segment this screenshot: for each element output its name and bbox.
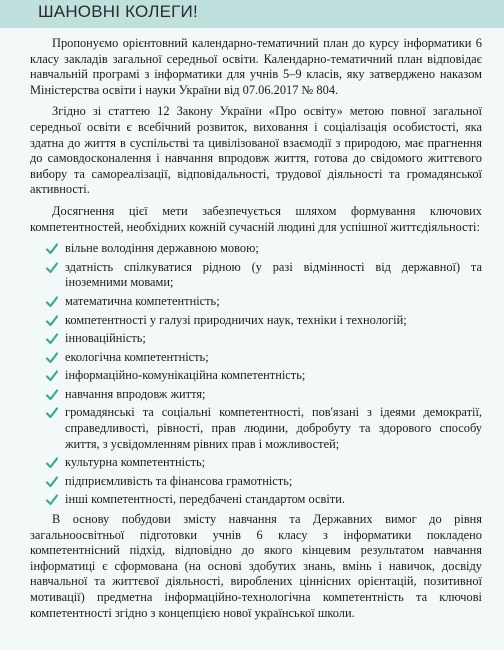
- competences-intro-paragraph: Досягнення цієї мети забезпечується шляхом формування ключових компетентностей, необхідних кожній сучасній людині для успішної життєдіяльності:: [30, 203, 482, 234]
- list-item-text: екологічна компетентність;: [65, 349, 209, 364]
- approach-paragraph: В основу побудови змісту навчання та Державних вимог до рівня загальноосвітньої підготовки учнів 6 класу з інформатики покладено компетентнісний підхід, відповідно до якого кінцевим результатом навчання інформатиці є сформована (на основі здобутих знань, вмінь і навичок, досвіду навчальної та життєвої діяльності, вироблених ціннісних орієнтацій, позитивної мотивації) предметна інформаційно-технологічна компетентність та ключові компетентності згідно з концепцією нової української школи.: [30, 512, 482, 620]
- check-icon: [46, 262, 58, 274]
- check-icon: [46, 389, 58, 401]
- check-icon: [46, 407, 58, 419]
- list-item: [30, 492, 482, 508]
- list-item: [30, 350, 482, 366]
- list-item: [30, 387, 482, 403]
- letter-body: [30, 36, 482, 621]
- intro-paragraph: Пропонуємо орієнтовний календарно-тематичний план до курсу інформатики 6 класу закладів загальної середньої освіти. Календарно-тематичний план відповідає навчальній програмі з інформатики для учнів 5–9 класів, яку затверджено наказом Міністерства освіти і науки України від 07.06.2017 № 804.: [30, 36, 482, 97]
- page-title: ШАНОВНІ КОЛЕГИ!: [38, 2, 198, 21]
- check-icon: [46, 494, 58, 506]
- list-item: [30, 260, 482, 291]
- list-item: [30, 241, 482, 257]
- check-icon: [46, 333, 58, 345]
- check-icon: [46, 243, 58, 255]
- list-item: [30, 368, 482, 384]
- check-icon: [46, 296, 58, 308]
- list-item: [30, 313, 482, 329]
- list-item: [30, 294, 482, 310]
- list-item-text: здатність спілкуватися рідною (у разі відмінності від державної) та іноземними мовами;: [65, 259, 482, 290]
- education-goal-paragraph: Згідно зі статтею 12 Закону України «Про освіту» метою повної загальної середньої освіти є всебічний розвиток, виховання і соціалізація особистості, яка здатна до життя в суспільстві та цивілізованої взаємодії з природою, має прагнення до самовдосконалення і навчання впродовж життя, готова до свідомого життєвого вибору та самореалізації, відповідальності, трудової діяльності та громадянської активності.: [30, 104, 482, 197]
- list-item-text: вільне володіння державною мовою;: [65, 241, 259, 256]
- check-icon: [46, 315, 58, 327]
- check-icon: [46, 457, 58, 469]
- check-icon: [46, 370, 58, 382]
- list-item-text: громадянські та соціальні компетентності, пов'язані з ідеями демократії, справедливості, рівності, прав людини, добробуту та здорового способу життя, з усвідомленням рівних прав і можливостей;: [65, 405, 482, 451]
- list-item-text: інформаційно-комунікаційна компетентність;: [65, 368, 306, 383]
- list-item: [30, 405, 482, 452]
- list-item-text: компетентності у галузі природничих наук, техніки і технологій;: [65, 312, 407, 327]
- list-item-text: інноваційність;: [65, 331, 146, 346]
- list-item: [30, 455, 482, 471]
- list-item: [30, 331, 482, 347]
- list-item-text: підприємливість та фінансова грамотність;: [65, 473, 293, 488]
- list-item-text: математична компетентність;: [65, 293, 220, 308]
- header-band: [0, 0, 504, 28]
- list-item-text: навчання впродовж життя;: [65, 386, 206, 401]
- check-icon: [46, 352, 58, 364]
- list-item-text: інші компетентності, передбачені стандартом освіти.: [65, 492, 345, 507]
- competences-list: [30, 241, 482, 508]
- check-icon: [46, 476, 58, 488]
- list-item-text: культурна компетентність;: [65, 455, 206, 470]
- list-item: [30, 474, 482, 490]
